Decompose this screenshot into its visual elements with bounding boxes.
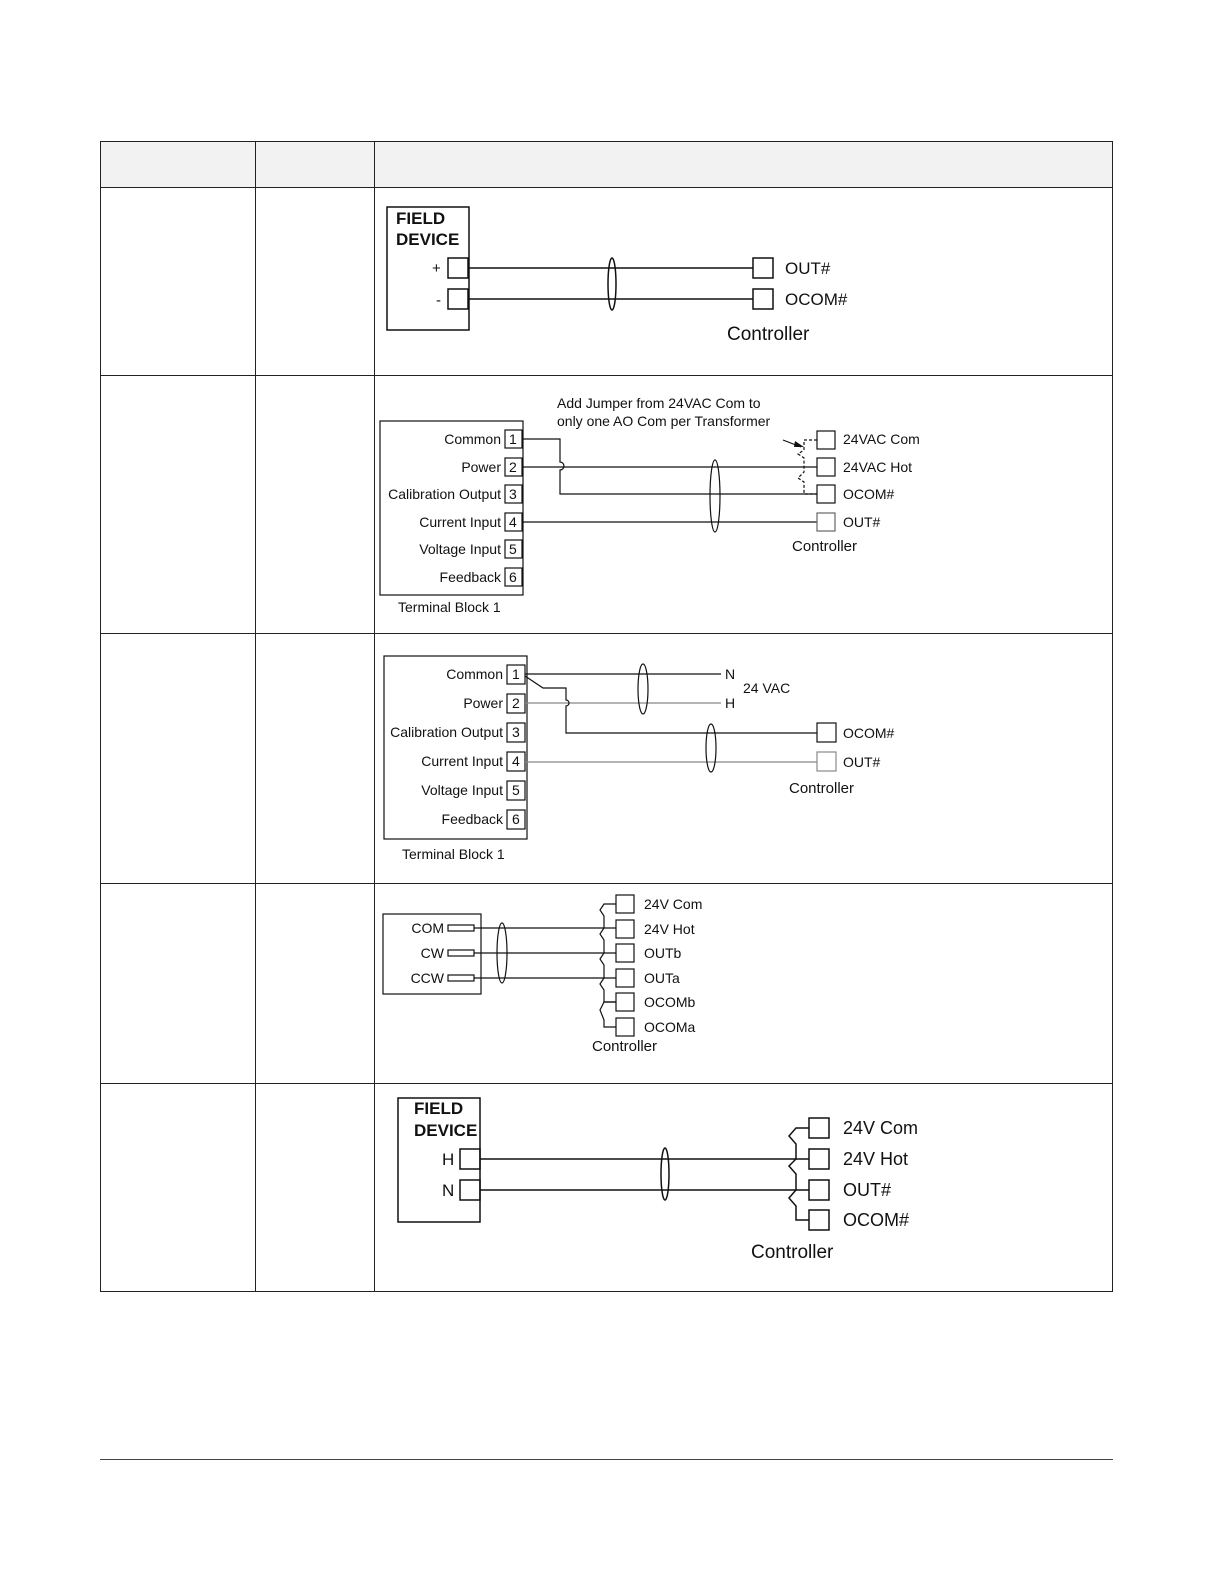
terminal-5-number: 5: [512, 782, 520, 798]
pin-n-label: N: [442, 1181, 455, 1200]
controller-terminal-ocom: [753, 289, 773, 309]
terminal-5-label: Voltage Input: [419, 541, 501, 557]
ctrl-pin-outb: OUTb: [644, 945, 682, 961]
device-title-line2: DEVICE: [396, 230, 460, 249]
terminal-1-label: Common: [446, 666, 503, 682]
column-divider-1: [255, 142, 256, 1291]
terminal-block-label: Terminal Block 1: [402, 846, 505, 862]
controller-terminal-ocoma: [616, 1018, 634, 1036]
controller-terminal-ocomb: [616, 993, 634, 1011]
controller-terminal-ocom: [817, 485, 835, 503]
h-label: H: [725, 695, 736, 711]
row-divider-3: [101, 633, 1112, 634]
terminal-4-label: Current Input: [421, 753, 503, 769]
terminal-6-label: Feedback: [441, 811, 503, 827]
terminal-3-number: 3: [509, 486, 517, 502]
terminal-5-number: 5: [509, 541, 517, 557]
device-title-line1: FIELD: [414, 1099, 464, 1118]
device-terminal-minus: [448, 289, 468, 309]
row-divider-1: [101, 187, 1112, 188]
shield-marker: [608, 258, 616, 310]
ctrl-pin-24v-hot: 24V Hot: [843, 1149, 909, 1169]
device-terminal-n: [460, 1180, 480, 1200]
terminal-4-number: 4: [512, 753, 520, 769]
shield-marker-power: [638, 664, 648, 714]
ctrl-pin-24vac-hot: 24VAC Hot: [843, 459, 912, 475]
ctrl-pin-24v-hot: 24V Hot: [644, 921, 695, 937]
pin-minus-label: -: [436, 292, 441, 309]
terminal-5-label: Voltage Input: [421, 782, 503, 798]
footer-rule: [100, 1459, 1113, 1460]
device-pin-ccw: CCW: [410, 970, 444, 986]
floating-actuator-wiring-diagram: [380, 892, 740, 1062]
controller-terminal-ocom: [817, 723, 836, 742]
ctrl-pin-ocom: OCOM#: [843, 1210, 910, 1230]
terminal-1-label: Common: [444, 431, 501, 447]
terminal-block-label: Terminal Block 1: [398, 599, 501, 615]
controller-terminal-24v-com: [616, 895, 634, 913]
controller-label: Controller: [792, 538, 858, 555]
ctrl-pin-ocom: OCOM#: [843, 486, 895, 502]
ctrl-pin-ocoma: OCOMa: [644, 1019, 696, 1035]
terminal-2-number: 2: [512, 695, 520, 711]
terminal-4-label: Current Input: [419, 514, 501, 530]
column-divider-2: [374, 142, 375, 1291]
jumper-arrowhead: [794, 441, 804, 447]
device-terminal-com: [448, 925, 474, 931]
terminal-3-label: Calibration Output: [388, 486, 501, 502]
device-title-line1: FIELD: [396, 209, 446, 228]
controller-terminal-out: [809, 1180, 829, 1200]
controller-label: Controller: [789, 780, 855, 797]
controller-terminal-out: [817, 513, 835, 531]
terminal-3-label: Calibration Output: [390, 724, 503, 740]
controller-terminal-out: [753, 258, 773, 278]
controller-terminal-out: [817, 752, 836, 771]
device-pin-cw: CW: [420, 945, 444, 961]
ctrl-pin-out: OUT#: [843, 514, 881, 530]
ocom-label: OCOM#: [843, 725, 895, 741]
pin-h-label: H: [442, 1150, 455, 1169]
controller-label: Controller: [751, 1242, 834, 1263]
device-terminal-cw: [448, 950, 474, 956]
ctrl-pin-out: OUT#: [843, 1180, 892, 1200]
out-label: OUT#: [843, 754, 881, 770]
device-terminal-plus: [448, 258, 468, 278]
controller-label: Controller: [592, 1038, 658, 1055]
controller-label: Controller: [727, 324, 810, 345]
terminal-6-number: 6: [509, 569, 517, 585]
shield-marker-signal: [706, 724, 716, 772]
device-pin-com: COM: [411, 920, 444, 936]
terminal-2-label: Power: [463, 695, 503, 711]
jumper-ocomb-to-ocoma: [600, 1002, 616, 1027]
shield-marker: [661, 1148, 669, 1200]
controller-terminal-ocom: [809, 1210, 829, 1230]
terminal-1-number: 1: [509, 431, 517, 447]
ctrl-pin-24vac-com: 24VAC Com: [843, 431, 920, 447]
ctrl-pin-ocomb: OCOMb: [644, 994, 696, 1010]
device-title-line2: DEVICE: [414, 1121, 478, 1140]
device-terminal-h: [460, 1149, 480, 1169]
pin-plus-label: +: [432, 260, 441, 277]
terminal-3-number: 3: [512, 724, 520, 740]
terminal-1-number: 1: [512, 666, 520, 682]
field-device-wiring-diagram: [380, 195, 900, 365]
controller-terminal-outa: [616, 969, 634, 987]
device-terminal-ccw: [448, 975, 474, 981]
actuator-wiring-diagram-shared-transformer: [378, 392, 938, 622]
ocom-label: OCOM#: [785, 290, 848, 309]
controller-terminal-24v-com: [809, 1118, 829, 1138]
controller-terminal-24v-hot: [809, 1149, 829, 1169]
ctrl-pin-outa: OUTa: [644, 970, 680, 986]
controller-terminal-24vac-hot: [817, 458, 835, 476]
jumper-note-line1: Add Jumper from 24VAC Com to: [557, 395, 761, 411]
terminal-2-number: 2: [509, 459, 517, 475]
table-header-row: [101, 142, 1112, 188]
row-divider-5: [101, 1083, 1112, 1084]
row-divider-4: [101, 883, 1112, 884]
terminal-2-label: Power: [461, 459, 501, 475]
jumper-24v-com-to-ocom: [789, 1128, 809, 1220]
ctrl-pin-24v-com: 24V Com: [843, 1118, 919, 1138]
row-divider-2: [101, 375, 1112, 376]
controller-terminal-24vac-com: [817, 431, 835, 449]
jumper-note-line2: only one AO Com per Transformer: [557, 413, 771, 429]
powered-field-device-wiring-diagram: [392, 1092, 952, 1272]
controller-terminal-24v-hot: [616, 920, 634, 938]
out-label: OUT#: [785, 259, 831, 278]
ctrl-pin-24v-com: 24V Com: [644, 896, 703, 912]
n-label: N: [725, 666, 736, 682]
actuator-wiring-diagram-separate-transformer: [381, 650, 921, 870]
shield-marker: [710, 460, 720, 532]
terminal-6-label: Feedback: [439, 569, 501, 585]
terminal-4-number: 4: [509, 514, 517, 530]
vac-label: 24 VAC: [743, 680, 791, 696]
controller-terminal-outb: [616, 944, 634, 962]
terminal-6-number: 6: [512, 811, 520, 827]
